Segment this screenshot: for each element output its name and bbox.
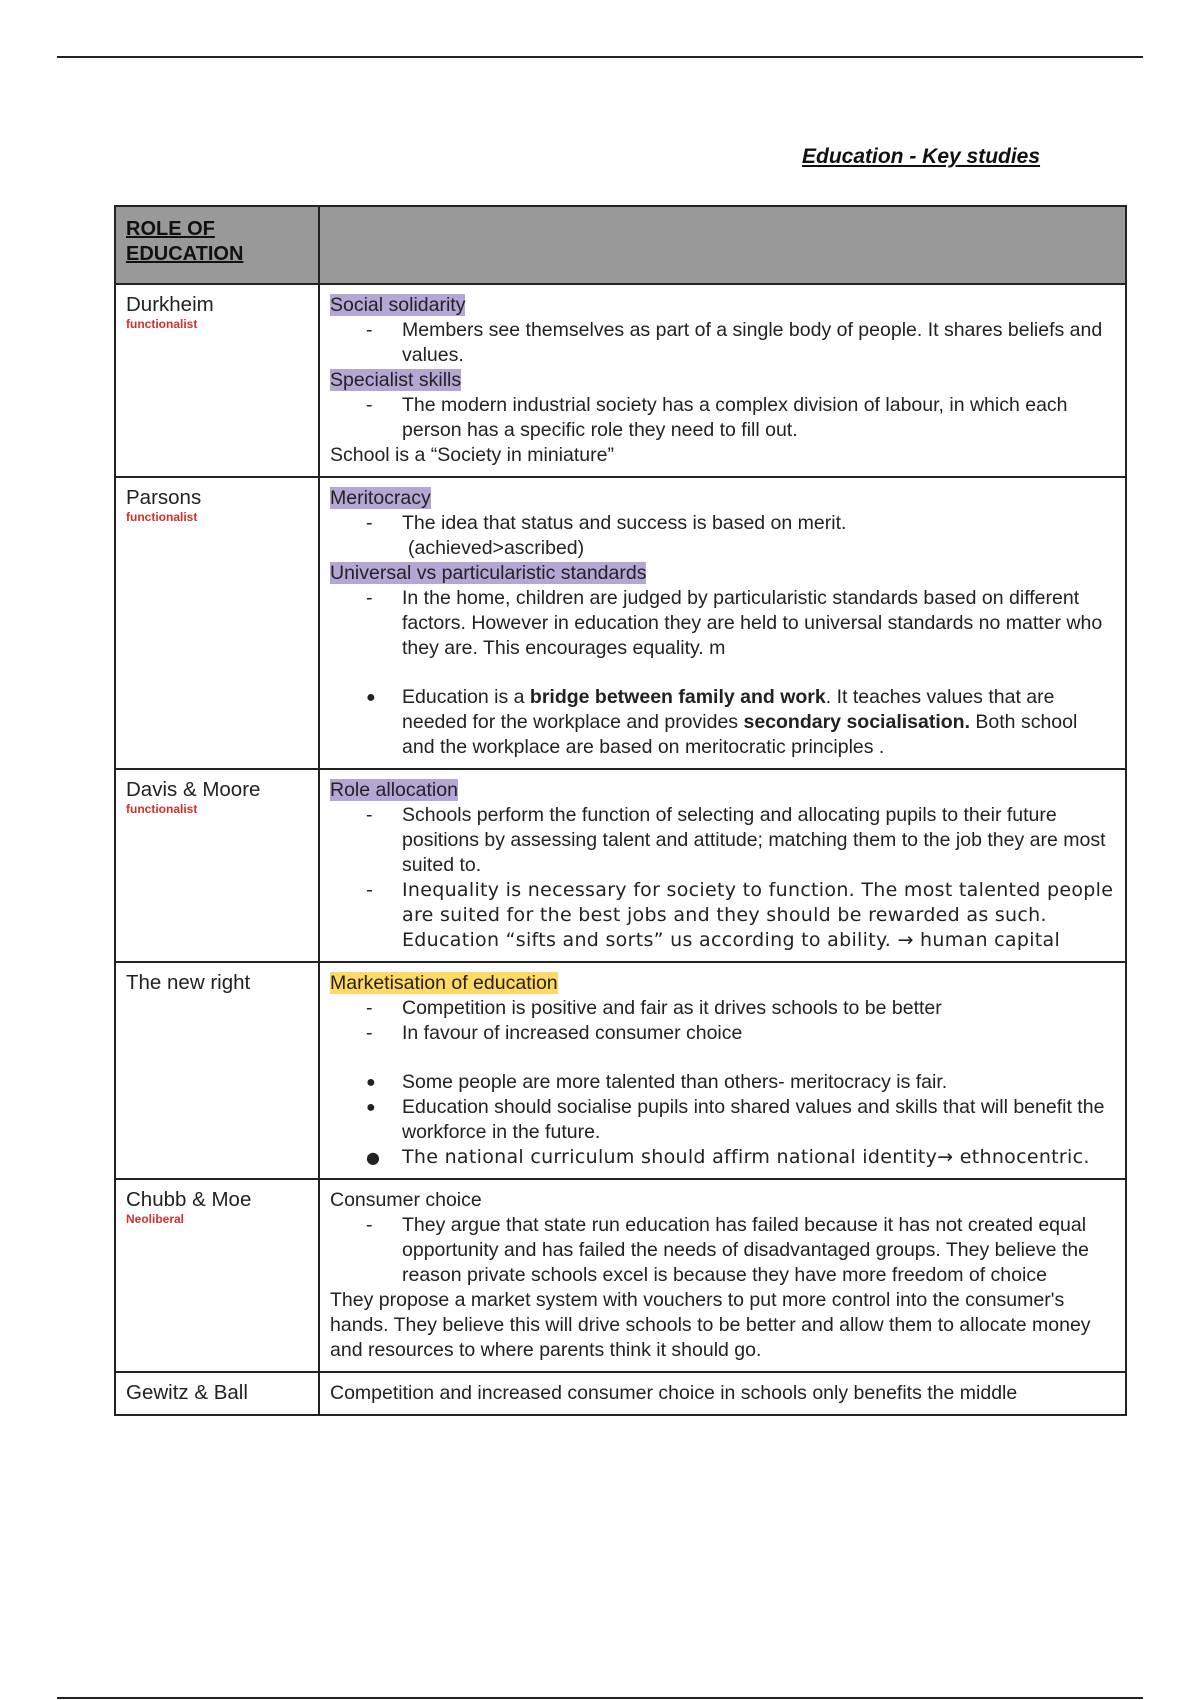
dash-item-text: Competition is positive and fair as it drives schools to be better <box>402 997 942 1019</box>
bullet-marker: ● <box>366 689 376 706</box>
bullet-item <box>330 1070 1115 1095</box>
dash-item <box>330 586 1115 661</box>
study-name: Gewitz & Ball <box>126 1381 248 1404</box>
bottom-rule <box>57 1697 1143 1699</box>
bullet-bold-text: bridge between family and work <box>529 686 826 708</box>
study-name: Chubb & Moe <box>126 1188 252 1211</box>
bullet-marker: ● <box>366 1074 376 1091</box>
dash-item-continuation: (achieved>ascribed) <box>408 537 585 559</box>
dash-item <box>330 996 1115 1021</box>
table-header-row <box>115 206 1126 284</box>
dash-item <box>330 393 1115 443</box>
concept-heading: Universal vs particularistic standards <box>330 562 647 584</box>
dash-item-text: They argue that state run education has failed because it has not created equal opportunity and has failed the needs of disadvantaged groups. They believe the reason private schools excel is because they have more freedom of choice <box>402 1214 1089 1286</box>
study-name: Durkheim <box>126 293 214 316</box>
bullet-text: Education is a <box>402 686 530 708</box>
bullet-marker: ● <box>366 1148 381 1167</box>
header-empty-cell <box>319 206 1126 284</box>
table-row <box>115 1372 1126 1415</box>
table-row <box>115 962 1126 1179</box>
table-row <box>115 769 1126 962</box>
table-row <box>115 477 1126 769</box>
dash-item <box>330 803 1115 878</box>
key-studies-table <box>114 205 1127 1416</box>
dash-item <box>330 878 1115 953</box>
study-name: The new right <box>126 971 251 994</box>
bullet-text: Education should socialise pupils into shared values and skills that will benefit the workforce in the future. <box>402 1096 1105 1143</box>
dash-item-text: Inequality is necessary for society to function. The most talented people are suited for the best jobs and they should be rewarded as such. Education “sifts and sorts” us according to ability. → human capital <box>402 879 1114 951</box>
dash-item-text: In the home, children are judged by particularistic standards based on different factors. However in education they are held to universal standards no matter who they are. This encourages equality. m <box>402 587 1103 659</box>
study-name: Parsons <box>126 486 202 509</box>
concept-heading: Marketisation of education <box>330 972 558 994</box>
dash-marker: - <box>366 1022 373 1044</box>
school-tag: functionalist <box>126 802 198 816</box>
school-tag: functionalist <box>126 317 198 331</box>
study-name-cell <box>115 1179 319 1372</box>
bullet-text: . It teaches values that are needed for the workplace and provides <box>402 686 1055 733</box>
concept-heading: Role allocation <box>330 779 458 801</box>
note-text: They propose a market system with vouchers to put more control into the consumer's hands. They believe this will drive schools to be better and allow them to allocate money and resources to where parents think it should go. <box>330 1289 1091 1361</box>
bullet-text: Some people are more talented than others- meritocracy is fair. <box>402 1071 948 1093</box>
document-title: Education - Key studies <box>802 145 1041 168</box>
dash-item <box>330 318 1115 368</box>
bullet-text: Both school and the workplace are based on meritocratic principles . <box>402 711 1078 758</box>
study-name-cell <box>115 769 319 962</box>
header-label: ROLE OF EDUCATION <box>126 218 244 265</box>
dash-item-text: Schools perform the function of selecting and allocating pupils to their future positions by assessing talent and attitude; matching them to the job they are most suited to. <box>402 804 1106 876</box>
dash-marker: - <box>366 512 373 534</box>
dash-item <box>330 1213 1115 1288</box>
dash-marker: - <box>366 394 373 416</box>
bullet-item <box>330 685 1115 760</box>
study-name-cell <box>115 1372 319 1415</box>
dash-item-text: The idea that status and success is based on merit. <box>402 512 847 534</box>
study-content-cell <box>319 1372 1126 1415</box>
note-text: School is a “Society in miniature” <box>330 444 614 466</box>
header-cell <box>115 206 319 284</box>
school-tag: Neoliberal <box>126 1212 185 1226</box>
concept-heading: Consumer choice <box>330 1189 482 1211</box>
concept-heading: Specialist skills <box>330 369 462 391</box>
dash-marker: - <box>366 319 373 341</box>
top-rule <box>57 56 1143 58</box>
bullet-item <box>330 1095 1115 1145</box>
dash-marker: - <box>366 587 373 609</box>
dash-marker: - <box>366 879 374 901</box>
table-row <box>115 1179 1126 1372</box>
study-content-cell <box>319 284 1126 477</box>
body-text: Competition and increased consumer choice in schools only benefits the middle <box>330 1382 1018 1404</box>
bullet-bold-text: secondary socialisation. <box>743 711 970 733</box>
study-content-cell <box>319 962 1126 1179</box>
school-tag: functionalist <box>126 510 198 524</box>
dash-item <box>330 1021 1115 1046</box>
dash-item-text: In favour of increased consumer choice <box>402 1022 743 1044</box>
study-name-cell <box>115 284 319 477</box>
study-name-cell <box>115 477 319 769</box>
study-content-cell <box>319 1179 1126 1372</box>
dash-marker: - <box>366 804 373 826</box>
dash-item-text: The modern industrial society has a complex division of labour, in which each person has a specific role they need to fill out. <box>402 394 1068 441</box>
bullet-text: The national curriculum should affirm national identity→ ethnocentric. <box>402 1146 1090 1168</box>
dash-marker: - <box>366 997 373 1019</box>
study-name: Davis & Moore <box>126 778 261 801</box>
concept-heading: Meritocracy <box>330 487 431 509</box>
dash-item-text: Members see themselves as part of a single body of people. It shares beliefs and values. <box>402 319 1103 366</box>
study-content-cell <box>319 477 1126 769</box>
bullet-marker: ● <box>366 1099 376 1116</box>
study-name-cell <box>115 962 319 1179</box>
table-row <box>115 284 1126 477</box>
concept-heading: Social solidarity <box>330 294 466 316</box>
study-content-cell <box>319 769 1126 962</box>
bullet-item <box>330 1145 1115 1170</box>
dash-marker: - <box>366 1214 373 1236</box>
dash-item <box>330 511 1115 536</box>
